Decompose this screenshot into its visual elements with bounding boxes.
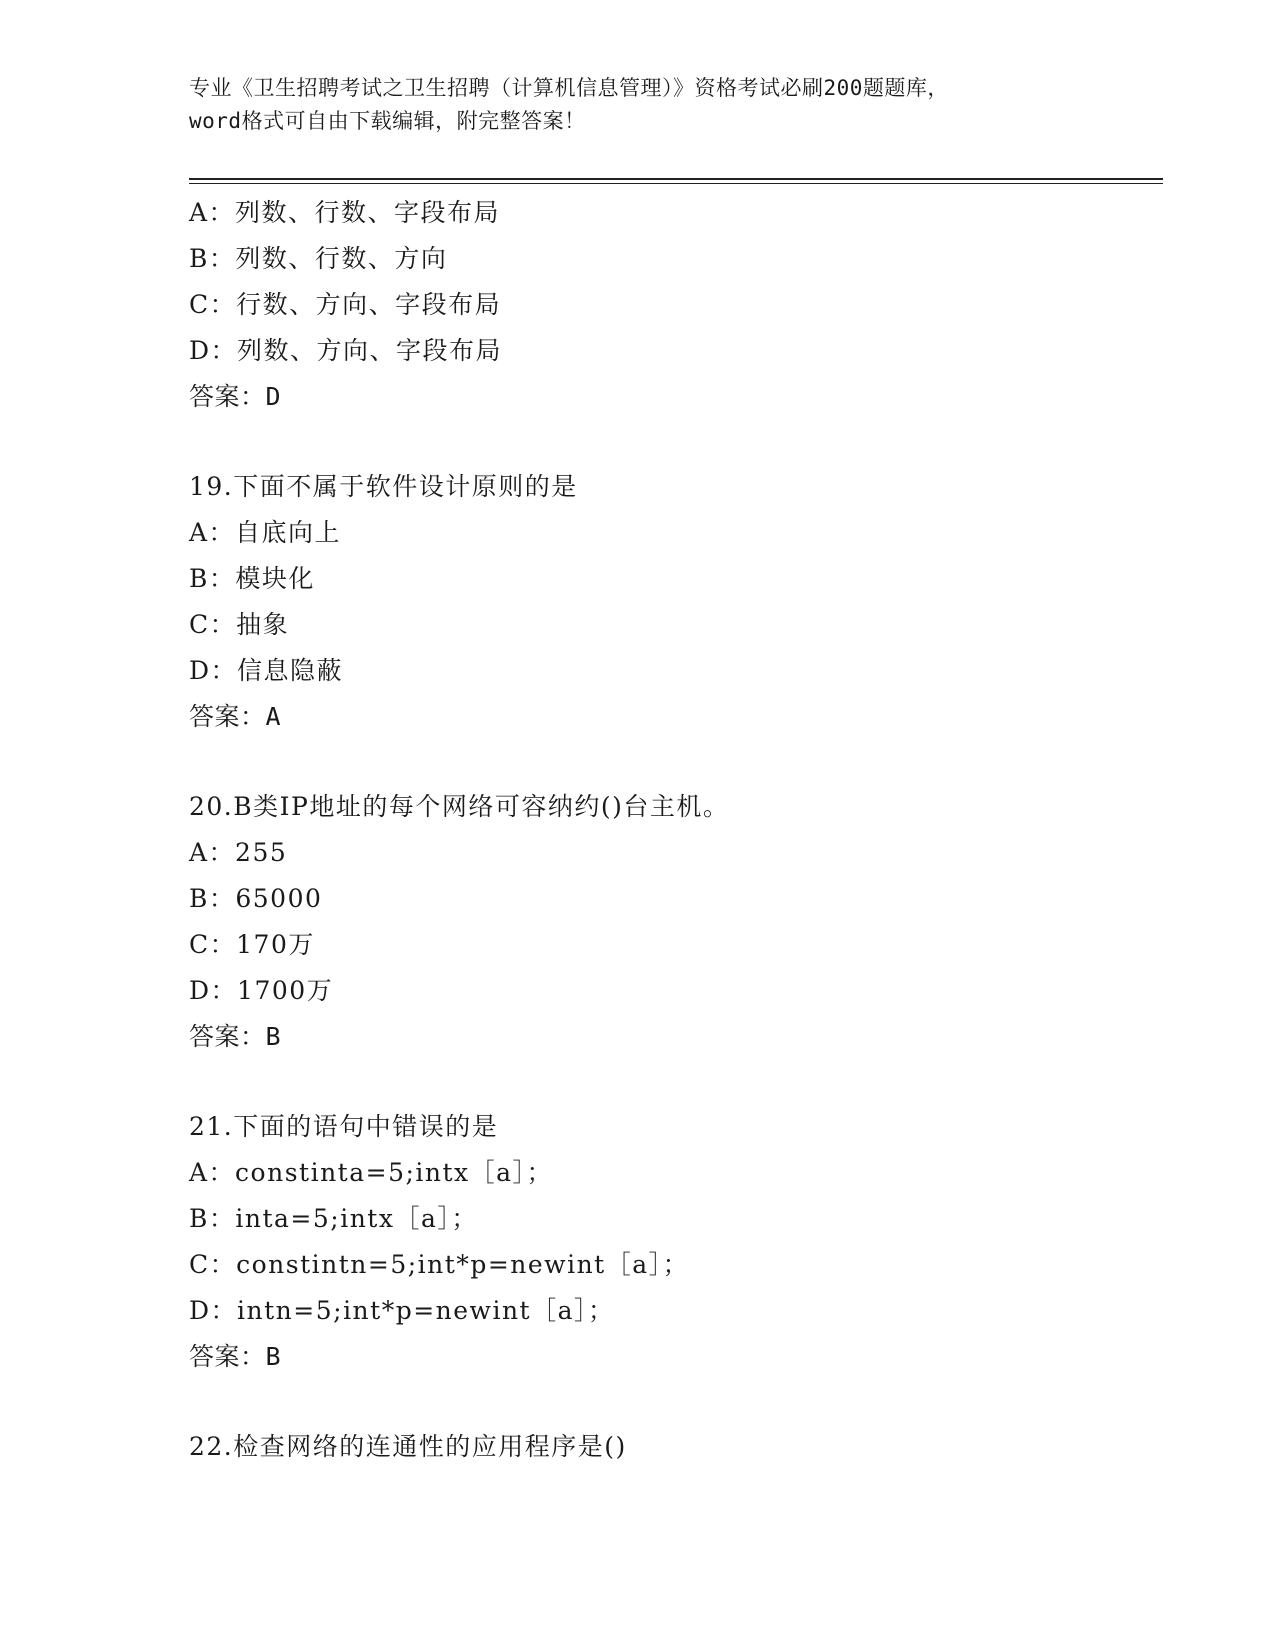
option-d: D：信息隐蔽	[189, 656, 344, 685]
header-divider-thick	[189, 178, 1163, 180]
header-line-1: 专业《卫生招聘考试之卫生招聘（计算机信息管理）》资格考试必刷200题题库，	[189, 76, 949, 100]
option-d: D：列数、方向、字段布局	[189, 336, 503, 365]
option-c: C：170万	[189, 930, 315, 959]
question-text: 22.检查网络的连通性的应用程序是()	[189, 1432, 627, 1461]
question-list	[189, 190, 1169, 1470]
option-c: C：抽象	[189, 610, 290, 639]
option-a: A：列数、行数、字段布局	[189, 198, 501, 227]
option-d: D：intn=5;int*p=newint［a］；	[189, 1296, 615, 1325]
header-line-2: word格式可自由下载编辑，附完整答案！	[189, 109, 586, 133]
question-text: 19.下面不属于软件设计原则的是	[189, 472, 578, 501]
option-c: C：constintn=5;int*p=newint［a］；	[189, 1250, 690, 1279]
option-a: A：自底向上	[189, 518, 342, 547]
header-divider-thin	[189, 183, 1163, 184]
option-b: B：65000	[189, 884, 323, 913]
option-c: C：行数、方向、字段布局	[189, 290, 502, 319]
answer-line: 答案：A	[189, 702, 282, 731]
option-a: A：255	[189, 838, 288, 867]
document-header	[189, 72, 1089, 138]
question-text: 21.下面的语句中错误的是	[189, 1112, 499, 1141]
option-a: A：constinta=5;intx［a］；	[189, 1158, 554, 1187]
question-text: 20.B类IP地址的每个网络可容纳约()台主机。	[189, 792, 730, 821]
option-b: B：inta=5;intx［a］；	[189, 1204, 478, 1233]
answer-line: 答案：B	[189, 1022, 282, 1051]
answer-line: 答案：B	[189, 1342, 282, 1371]
option-b: B：列数、行数、方向	[189, 244, 448, 273]
option-d: D：1700万	[189, 976, 334, 1005]
answer-line: 答案：D	[189, 382, 282, 411]
option-b: B：模块化	[189, 564, 315, 593]
